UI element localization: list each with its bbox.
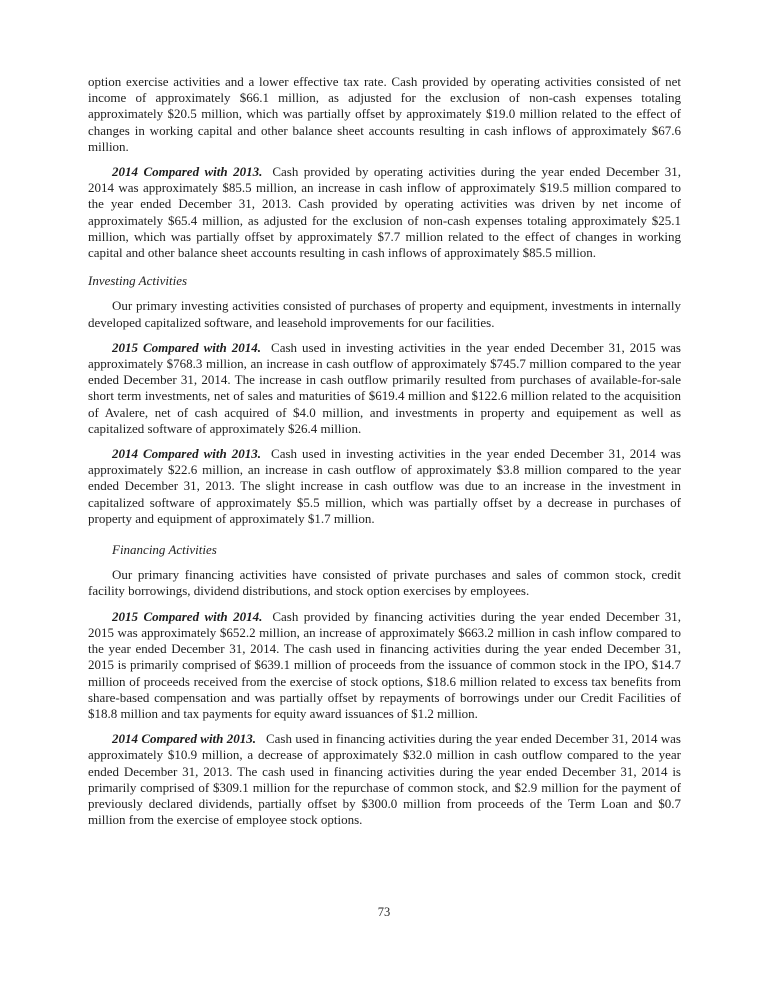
paragraph-investing-2014-vs-2013 bbox=[88, 446, 681, 527]
paragraph-operating-2014-vs-2013 bbox=[88, 164, 681, 261]
paragraph-text: Cash used in financing activities during the year ended December 31, 2014 was approximately $10.9 million, a decrease of approximately $32.0 million in cash outflow compared to the year ended December 31, 2013. The cash used in financing activities during the year ended December 31, 2014 is primarily comprised of $309.1 million for the repurchase of common stock, and $2.9 million for the payment of previously declared dividends, partially offset by $300.0 million from proceeds of the Term Loan and $0.7 million from the exercise of employee stock options. bbox=[88, 731, 681, 828]
paragraph-investing-2015-vs-2014 bbox=[88, 340, 681, 437]
paragraph-investing-overview bbox=[88, 298, 681, 330]
financing-activities-heading: Financing Activities bbox=[112, 542, 217, 558]
continuation-paragraph-operating-2015 bbox=[88, 74, 681, 155]
paragraph-text: option exercise activities and a lower effective tax rate. Cash provided by operating activities consisted of net income of approximately $66.1 million, as adjusted for the exclusion of non-cash expenses totaling approximately $20.5 million, which was partially offset by approximately $19.0 million related to the effect of changes in working capital and other balance sheet accounts resulting in cash inflows of approximately $67.6 million. bbox=[88, 74, 681, 154]
page-number: 73 bbox=[377, 905, 391, 919]
paragraph-text: Cash used in investing activities in the year ended December 31, 2015 was approximately $768.3 million, an increase in cash outflow of approximately $745.7 million compared to the year ended December 31, 2014. The increase in cash outflow primarily resulted from purchases of available-for-sale short term investments, net of sales and maturities of $619.4 million and $122.6 million related to the acquisition of Avalere, net of cash acquired of $4.0 million, and investments in property and equipement as well as capitalized software of approximately $26.4 million. bbox=[88, 339, 681, 436]
paragraph-financing-2015-vs-2014 bbox=[88, 609, 681, 722]
paragraph-text: Cash provided by financing activities during the year ended December 31, 2015 was approximately $652.2 million, an increase of approximately $663.2 million in cash inflow compared to the year ended December 31, 2014. The cash used in financing activities during the year ended December 31, 2015 is primarily comprised of $639.1 million of proceeds from the issuance of common stock in the IPO, $14.7 million of proceeds received from the exercise of stock options, $18.6 million related to excess tax benefits from share-based compensation and was partially offset by repayments of borrowings under our Credit Facilities of $18.8 million and tax payments for equity award issuances of $1.2 million. bbox=[88, 608, 681, 721]
paragraph-financing-overview bbox=[88, 567, 681, 599]
comparison-lead: 2015 Compared with 2014. bbox=[112, 339, 262, 355]
paragraph-text: Cash used in investing activities in the year ended December 31, 2014 was approximately $22.6 million, an increase in cash outflow of approximately $3.8 million compared to the year ended December 31, 2013. The slight increase in cash outflow was due to an increase in the investment in capitalized software of approximately $5.5 million, which was partially offset by a decrease in purchases of property and equipment of approximately $1.7 million. bbox=[88, 446, 681, 526]
comparison-lead: 2014 Compared with 2013. bbox=[112, 164, 263, 180]
investing-activities-heading: Investing Activities bbox=[88, 273, 188, 289]
paragraph-financing-2014-vs-2013 bbox=[88, 731, 681, 828]
paragraph-text: Our primary investing activities consisted of purchases of property and equipment, investments in internally developed capitalized software, and leasehold improvements for our facilities. bbox=[88, 298, 681, 330]
comparison-lead: 2015 Compared with 2014. bbox=[112, 608, 263, 624]
paragraph-text: Our primary financing activities have consisted of private purchases and sales of common stock, credit facility borrowings, dividend distributions, and stock option exercises by employees. bbox=[88, 567, 681, 599]
comparison-lead: 2014 Compared with 2013. bbox=[112, 731, 256, 747]
paragraph-text: Cash provided by operating activities during the year ended December 31, 2014 was approximately $85.5 million, an increase in cash inflow of approximately $19.5 million compared to the year ended December 31, 2013. Cash provided by operating activities was driven by net income of approximately $65.4 million, as adjusted for the exclusion of non-cash expenses totaling approximately $25.1 million, which was partially offset by approximately $7.7 million related to the effect of changes in working capital and other balance sheet accounts resulting in cash inflows of approximately $85.5 million. bbox=[88, 164, 681, 261]
comparison-lead: 2014 Compared with 2013. bbox=[112, 446, 262, 462]
